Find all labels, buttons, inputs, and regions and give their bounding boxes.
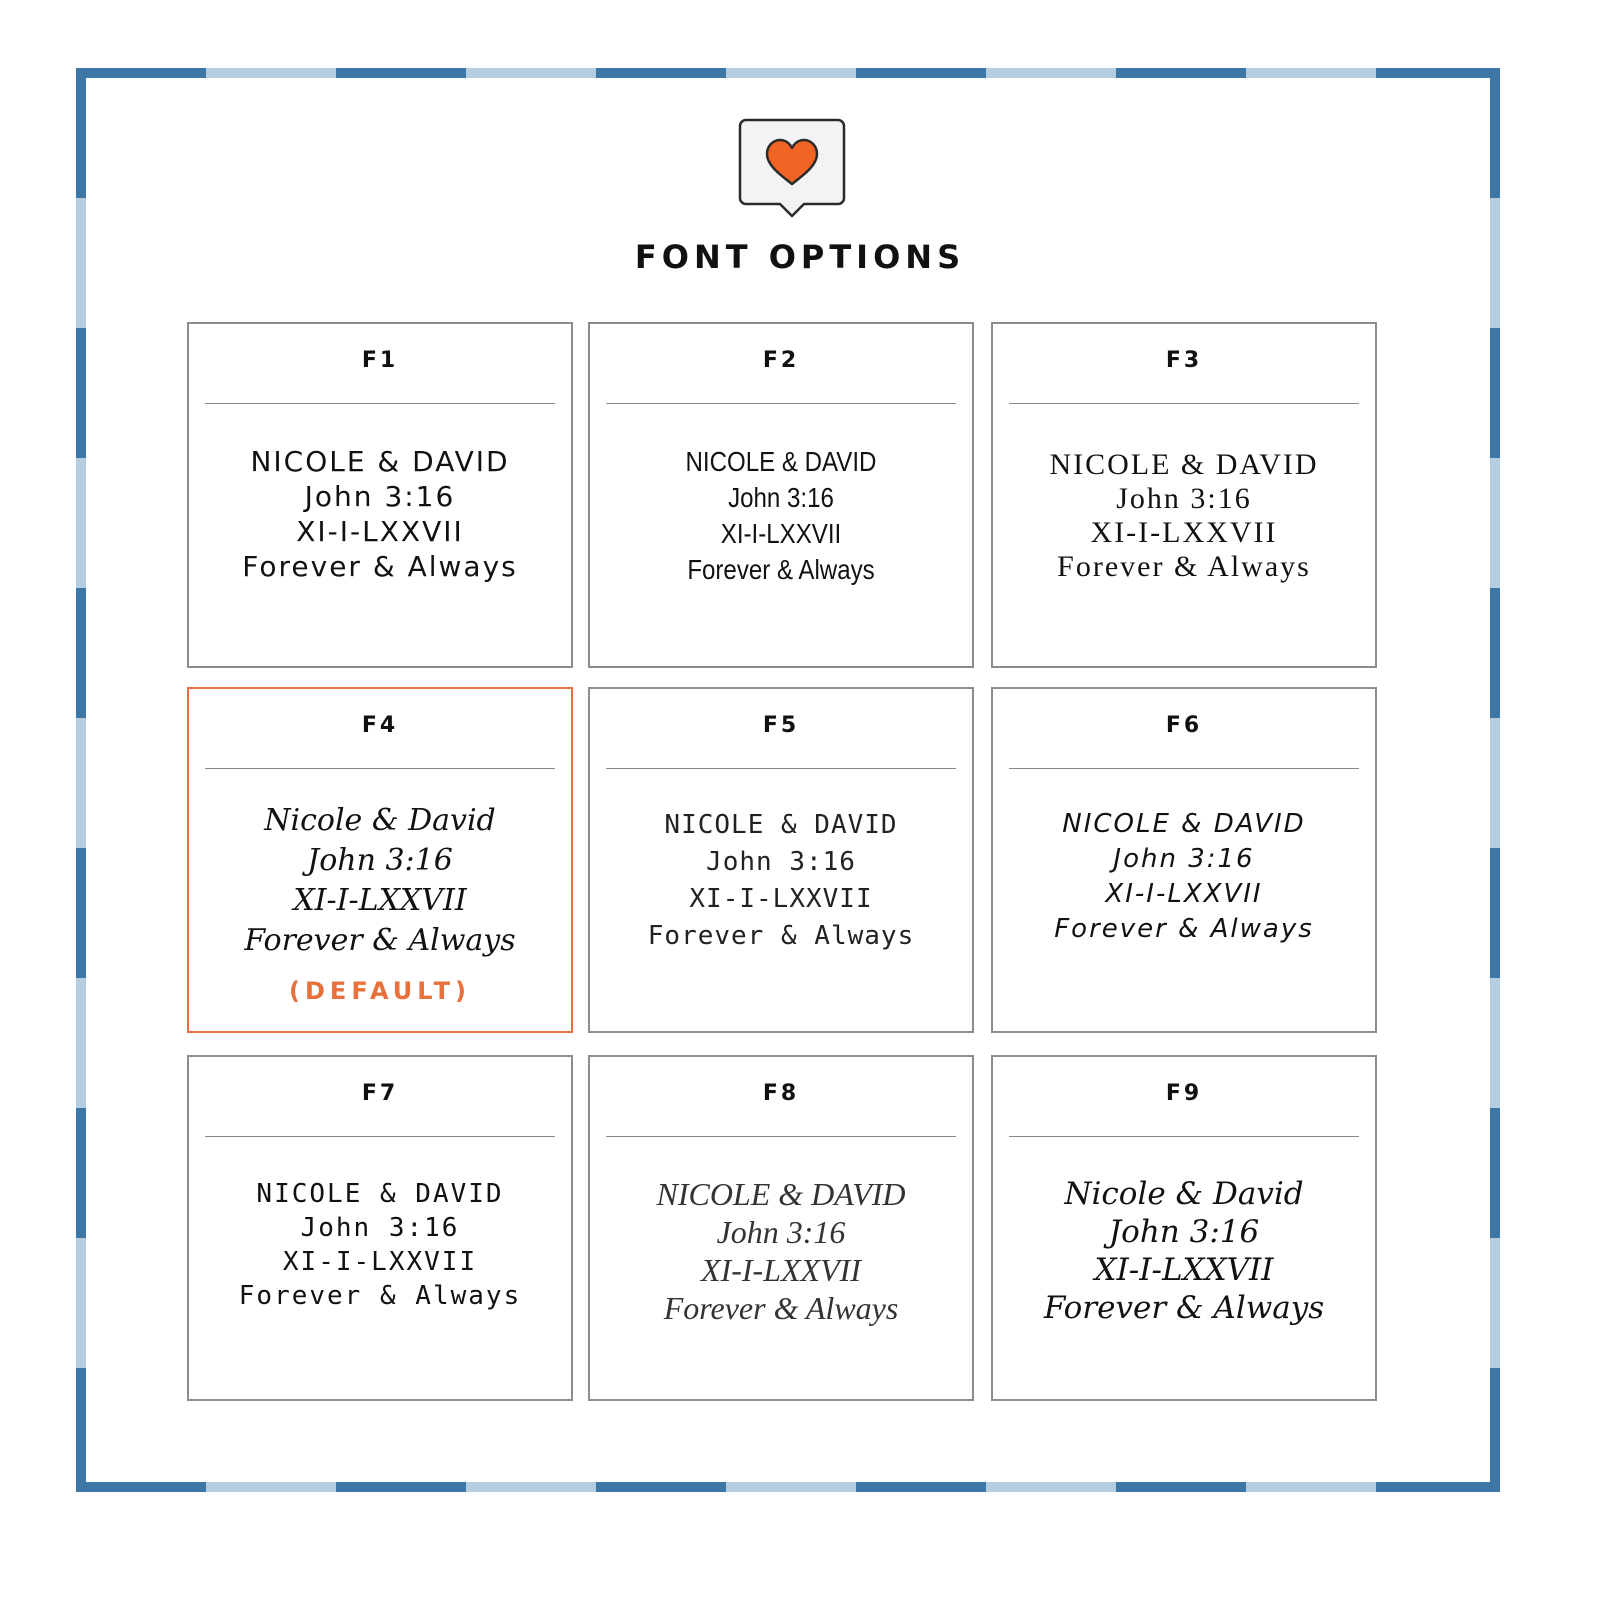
sample-line: NICOLE & DAVID	[664, 810, 898, 840]
card-divider	[205, 1136, 555, 1137]
sample-line: Forever & Always	[647, 921, 915, 951]
sample-line: XI-I-LXXVII	[1090, 516, 1278, 549]
sample-line: John 3:16	[1116, 482, 1252, 515]
sample-line: XI-I-LXXVII	[701, 1252, 861, 1288]
sample-line: NICOLE & DAVID	[1049, 448, 1319, 481]
font-sample-text	[590, 807, 972, 955]
sample-line: Forever & Always	[663, 1290, 899, 1326]
frame-right-edge	[1490, 68, 1500, 1492]
sample-line: John 3:16	[1113, 844, 1255, 874]
sample-line: John 3:16	[716, 1214, 846, 1250]
font-option-card-f6[interactable]	[991, 687, 1377, 1033]
font-option-label: F3	[1165, 348, 1203, 373]
font-option-card-f4[interactable]	[187, 687, 573, 1033]
sample-line: Forever & Always	[1043, 1290, 1325, 1326]
font-sample-text	[590, 1175, 972, 1327]
card-divider	[606, 1136, 956, 1137]
sample-line: John 3:16	[300, 1213, 460, 1243]
font-sample-text	[993, 1175, 1375, 1327]
font-option-label: F2	[762, 348, 800, 373]
card-divider	[606, 403, 956, 404]
font-option-label: F8	[762, 1081, 800, 1106]
font-sample-text	[189, 444, 571, 584]
font-option-card-f8[interactable]	[588, 1055, 974, 1401]
card-divider	[1009, 768, 1359, 769]
font-option-label: F5	[762, 713, 800, 738]
font-option-card-f5[interactable]	[588, 687, 974, 1033]
font-option-label: F4	[361, 713, 399, 738]
sample-line: Forever & Always	[238, 1281, 522, 1311]
font-sample-text	[189, 1177, 571, 1313]
sample-line: NICOLE & DAVID	[1062, 809, 1306, 839]
sample-line: Nicole & David	[264, 803, 496, 838]
sample-line: Forever & Always	[244, 923, 516, 958]
font-sample-text	[993, 807, 1375, 947]
font-option-card-f1[interactable]	[187, 322, 573, 668]
sample-line: XI-I-LXXVII	[293, 883, 467, 918]
font-option-label: F6	[1165, 713, 1203, 738]
sample-line: NICOLE & DAVID	[685, 446, 877, 477]
sample-line: John 3:16	[304, 480, 456, 513]
sample-line: Forever & Always	[242, 550, 518, 583]
sample-line: XI-I-LXXVII	[282, 1247, 478, 1277]
sample-line: Forever & Always	[1057, 550, 1311, 583]
sample-line: NICOLE & DAVID	[256, 1179, 504, 1209]
font-option-card-f3[interactable]	[991, 322, 1377, 668]
frame-left-edge	[76, 68, 86, 1492]
font-option-label: F7	[361, 1081, 399, 1106]
page-title: FONT OPTIONS	[634, 238, 966, 276]
sample-line: Forever & Always	[687, 554, 875, 585]
sample-line: XI-I-LXXVII	[296, 515, 464, 548]
card-divider	[1009, 1136, 1359, 1137]
default-badge: (DEFAULT)	[289, 977, 471, 1005]
sample-line: NICOLE & DAVID	[656, 1176, 906, 1212]
sample-line: NICOLE & DAVID	[250, 445, 510, 478]
card-divider	[205, 768, 555, 769]
card-divider	[205, 403, 555, 404]
heart-speech-bubble-icon	[738, 118, 848, 222]
sample-line: XI-I-LXXVII	[720, 518, 842, 549]
font-option-card-f2[interactable]	[588, 322, 974, 668]
sample-line: Nicole & David	[1064, 1176, 1304, 1212]
font-sample-text	[189, 801, 571, 961]
card-divider	[606, 768, 956, 769]
sample-line: John 3:16	[1108, 1214, 1260, 1250]
sample-line: John 3:16	[307, 843, 453, 878]
frame-bottom-edge	[76, 1482, 1500, 1492]
font-option-card-f9[interactable]	[991, 1055, 1377, 1401]
card-divider	[1009, 403, 1359, 404]
font-option-card-f7[interactable]	[187, 1055, 573, 1401]
sample-line: XI-I-LXXVII	[689, 884, 873, 914]
sample-line: XI-I-LXXVII	[1094, 1252, 1274, 1288]
font-sample-text	[993, 448, 1375, 584]
font-option-label: F1	[361, 348, 399, 373]
font-sample-text	[617, 444, 946, 588]
font-option-label: F9	[1165, 1081, 1203, 1106]
sample-line: XI-I-LXXVII	[1105, 879, 1263, 909]
sample-line: John 3:16	[706, 847, 856, 877]
sample-line: John 3:16	[728, 482, 834, 513]
frame-top-edge	[76, 68, 1500, 78]
sample-line: Forever & Always	[1054, 914, 1314, 944]
